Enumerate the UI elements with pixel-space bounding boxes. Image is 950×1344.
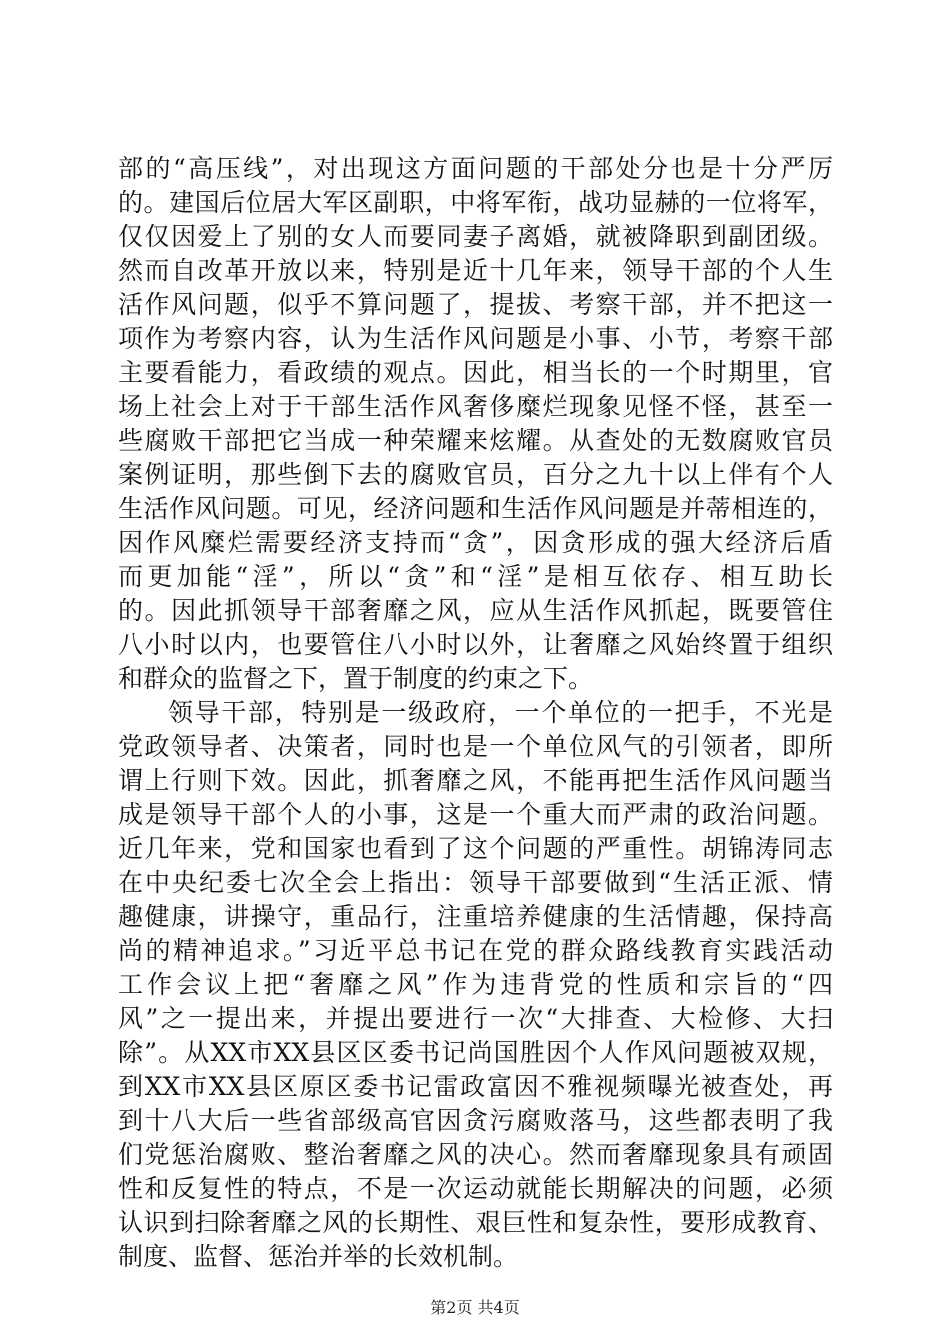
paragraph-line: 生活作风问题。可见，经济问题和生活作风问题是并蒂相连的，	[118, 494, 833, 523]
paragraph-line: 主要看能力，看政绩的观点。因此，相当长的一个时期里，官	[118, 358, 833, 387]
paragraph-line: 部的“高压线”，对出现这方面问题的干部处分也是十分严厉	[118, 154, 833, 183]
paragraph-line: 场上社会上对于干部生活作风奢侈糜烂现象见怪不怪，甚至一	[118, 392, 833, 421]
paragraph-line: 和群众的监督之下，置于制度的约束之下。	[118, 664, 594, 693]
paragraph-line: 们党惩治腐败、整治奢靡之风的决心。然而奢靡现象具有顽固	[118, 1140, 833, 1169]
paragraph-line: 仅仅因爱上了别的女人而要同妻子离婚，就被降职到副团级。	[118, 222, 833, 251]
document-body	[118, 152, 833, 1274]
paragraph-line: 些腐败干部把它当成一种荣耀来炫耀。从查处的无数腐败官员	[118, 426, 833, 455]
paragraph-line: 到十八大后一些省部级高官因贪污腐败落马，这些都表明了我	[118, 1106, 833, 1135]
paragraph-line: 党政领导者、决策者，同时也是一个单位风气的引领者，即所	[118, 732, 833, 761]
paragraph-line: 风”之一提出来，并提出要进行一次“大排查、大检修、大扫	[118, 1004, 833, 1033]
paragraph-line: 活作风问题，似乎不算问题了，提拔、考察干部，并不把这一	[118, 290, 833, 319]
paragraph-line: 在中央纪委七次全会上指出：领导干部要做到“生活正派、情	[118, 868, 833, 897]
paragraph-line: 然而自改革开放以来，特别是近十几年来，领导干部的个人生	[118, 256, 833, 285]
paragraph-line: 谓上行则下效。因此，抓奢靡之风，不能再把生活作风问题当	[118, 766, 833, 795]
paragraph-line: 成是领导干部个人的小事，这是一个重大而严肃的政治问题。	[118, 800, 833, 829]
paragraph-line: 近几年来，党和国家也看到了这个问题的严重性。胡锦涛同志	[118, 834, 833, 863]
paragraph-line: 性和反复性的特点，不是一次运动就能长期解决的问题，必须	[118, 1174, 833, 1203]
paragraph-line: 案例证明，那些倒下去的腐败官员，百分之九十以上伴有个人	[118, 460, 833, 489]
page-footer: 第2页 共4页	[430, 1298, 520, 1317]
paragraph-line: 除”。从XX市XX县区区委书记尚国胜因个人作风问题被双规，	[118, 1038, 833, 1067]
paragraph-line: 项作为考察内容，认为生活作风问题是小事、小节，考察干部	[118, 324, 833, 353]
paragraph-line: 的。因此抓领导干部奢靡之风，应从生活作风抓起，既要管住	[118, 596, 833, 625]
paragraph-line: 认识到扫除奢靡之风的长期性、艰巨性和复杂性，要形成教育、	[118, 1208, 833, 1237]
paragraph-line: 而更加能“淫”，所以“贪”和“淫”是相互依存、相互助长	[118, 562, 833, 591]
paragraph-line: 的。建国后位居大军区副职，中将军衔，战功显赫的一位将军，	[118, 188, 833, 217]
paragraph-line: 因作风糜烂需要经济支持而“贪”，因贪形成的强大经济后盾	[118, 528, 833, 557]
paragraph-line: 领导干部，特别是一级政府，一个单位的一把手，不光是	[168, 698, 833, 727]
paragraph-line: 到XX市XX县区原区委书记雷政富因不雅视频曝光被查处，再	[118, 1072, 833, 1101]
paragraph-line: 制度、监督、惩治并举的长效机制。	[118, 1242, 519, 1271]
paragraph	[118, 696, 833, 1274]
paragraph-line: 趣健康，讲操守，重品行，注重培养健康的生活情趣，保持高	[118, 902, 833, 931]
paragraph-line: 八小时以内，也要管住八小时以外，让奢靡之风始终置于组织	[118, 630, 833, 659]
paragraph	[118, 152, 833, 696]
paragraph-line: 工作会议上把“奢靡之风”作为违背党的性质和宗旨的“四	[118, 970, 833, 999]
paragraph-line: 尚的精神追求。”习近平总书记在党的群众路线教育实践活动	[118, 936, 833, 965]
